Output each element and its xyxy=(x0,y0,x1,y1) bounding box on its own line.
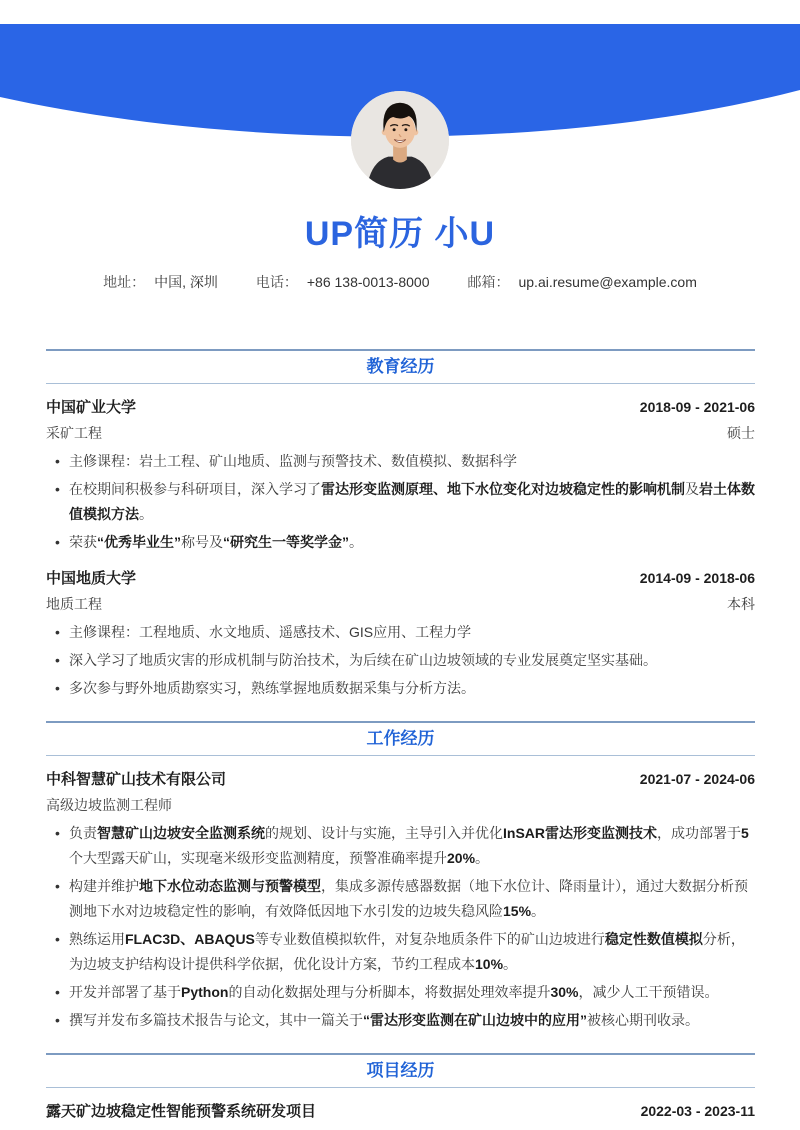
bullet-text: 多次参与野外地质勘察实习，熟练掌握地质数据采集与分析方法。 xyxy=(69,680,475,696)
bullet-text-bold: FLAC3D、ABAQUS xyxy=(125,931,255,947)
bullet-item xyxy=(46,676,755,701)
entry-header-row xyxy=(46,769,755,790)
bullet-text-bold: 地下水位动态监测与预警模型 xyxy=(139,878,321,894)
bullet-text: ，减少人工干预错误。 xyxy=(578,984,719,1000)
entry-degree: 硕士 xyxy=(727,425,755,441)
bullet-dot-icon: • xyxy=(55,453,60,469)
bullet-dot-icon: • xyxy=(55,481,60,497)
bullet-text: 等专业数值模拟软件，对复杂地质条件下的矿山边坡进行 xyxy=(254,931,605,947)
section-rule-bottom xyxy=(46,383,755,384)
address-label: 地址： xyxy=(103,274,146,290)
bullet-text-bold: 15% xyxy=(503,903,532,919)
entry-bullets xyxy=(46,620,755,701)
entry xyxy=(46,769,755,1033)
bullet-text: 。 xyxy=(349,534,363,550)
entry-sub-row xyxy=(46,423,755,443)
section-rule-top xyxy=(46,349,755,351)
entry-name: 中国矿业大学 xyxy=(46,399,137,416)
entry-date: 2014-09 - 2018-06 xyxy=(639,570,755,586)
entry-bullets xyxy=(46,449,755,555)
email-label: 邮箱： xyxy=(467,274,510,290)
contact-phone xyxy=(256,272,430,292)
profile-photo xyxy=(351,91,449,189)
bullet-text-bold: 20% xyxy=(447,850,476,866)
bullet-text: 。 xyxy=(531,903,546,919)
section-rule-bottom xyxy=(46,755,755,756)
bullet-text: 深入学习了地质灾害的形成机制与防治技术，为后续在矿山边坡领域的专业发展奠定坚实基础。 xyxy=(69,652,657,668)
bullet-item xyxy=(46,477,755,527)
section-work xyxy=(46,721,755,1033)
bullet-text: 撰写并发布多篇技术报告与论文，其中一篇关于 xyxy=(69,1012,363,1028)
section-projects xyxy=(46,1053,755,1122)
entry-date: 2018-09 - 2021-06 xyxy=(639,399,755,415)
bullet-text: 。 xyxy=(503,956,518,972)
entry-degree: 本科 xyxy=(727,596,755,612)
contact-row xyxy=(0,272,800,292)
bullet-item xyxy=(46,648,755,673)
bullet-item xyxy=(46,620,755,645)
bullet-text: 。 xyxy=(475,850,490,866)
bullet-text-bold: 雷达形变监测原理、地下水位变化对边坡稳定性的影响机制 xyxy=(321,481,685,497)
resume-name: UP简历 小U xyxy=(304,215,496,253)
bullet-dot-icon: • xyxy=(55,984,60,1000)
contact-email xyxy=(467,272,696,292)
bullet-text: 被核心期刊收录。 xyxy=(587,1012,699,1028)
entry xyxy=(46,1101,755,1122)
bullet-item xyxy=(46,874,755,924)
section-rule-top xyxy=(46,721,755,723)
bullet-text: 个大型露天矿山，实现毫米级形变监测精度，预警准确率提升 xyxy=(69,850,447,866)
bullet-dot-icon: • xyxy=(55,624,60,640)
entry xyxy=(46,397,755,555)
bullet-item xyxy=(46,530,755,555)
entry-sub-row xyxy=(46,594,755,614)
bullet-item xyxy=(46,821,755,871)
entry-header-row xyxy=(46,397,755,418)
bullet-text-bold: InSAR雷达形变监测技术 xyxy=(503,825,657,841)
entry-name: 中科智慧矿山技术有限公司 xyxy=(46,771,227,788)
bullet-text-bold: “研究生一等奖学金” xyxy=(223,534,349,550)
entry-subtitle: 高级边坡监测工程师 xyxy=(46,797,172,813)
bullet-dot-icon: • xyxy=(55,652,60,668)
bullet-text: 主修课程：岩土工程、矿山地质、监测与预警技术、数值模拟、数据科学 xyxy=(69,453,517,469)
bullet-text: 在校期间积极参与科研项目，深入学习了 xyxy=(69,481,321,497)
bullet-text: 的规划、设计与实施，主导引入并优化 xyxy=(265,825,503,841)
section-title: 工作经历 xyxy=(366,729,435,748)
bullet-text: 开发并部署了基于 xyxy=(69,984,181,1000)
bullet-dot-icon: • xyxy=(55,878,60,894)
contact-address xyxy=(103,272,218,292)
bullet-text: 负责 xyxy=(69,825,97,841)
entry-header-row xyxy=(46,1101,755,1122)
bullet-text: 称号及 xyxy=(181,534,223,550)
section-rule-top xyxy=(46,1053,755,1055)
entry-bullets xyxy=(46,821,755,1033)
bullet-text: 分析，为边坡支护结构设计提供科学依据，优化设计方案，节约工程成本 xyxy=(69,931,745,972)
entry-name: 中国地质大学 xyxy=(46,570,137,587)
bullet-dot-icon: • xyxy=(55,534,60,550)
entry-name: 露天矿边坡稳定性智能预警系统研发项目 xyxy=(46,1103,317,1120)
bullet-dot-icon: • xyxy=(55,825,60,841)
section-rule-bottom xyxy=(46,1087,755,1088)
section-education xyxy=(46,349,755,701)
bullet-text: 主修课程：工程地质、水文地质、遥感技术、GIS应用、工程力学 xyxy=(69,624,472,640)
entry-subtitle: 采矿工程 xyxy=(46,425,102,441)
entry-date: 2022-03 - 2023-11 xyxy=(640,1103,755,1119)
entry xyxy=(46,568,755,701)
entry-sub-row xyxy=(46,795,755,815)
avatar-illustration xyxy=(351,91,449,189)
bullet-text: ，成功部署于 xyxy=(657,825,741,841)
bullet-text: ，集成多源传感器数据（地下水位计、降雨量计），通过大数据分析预测地下水对边坡稳定性的影响，有效降低因地下水引发的边坡失稳风险 xyxy=(69,878,748,919)
bullet-dot-icon: • xyxy=(55,680,60,696)
section-title: 项目经历 xyxy=(366,1061,435,1080)
bullet-dot-icon: • xyxy=(55,931,60,947)
entry-header-row xyxy=(46,568,755,589)
bullet-text-bold: 30% xyxy=(550,984,579,1000)
section-title: 教育经历 xyxy=(366,357,435,376)
bullet-text: 构建并维护 xyxy=(69,878,139,894)
phone-label: 电话： xyxy=(255,274,298,290)
bullet-text: 的自动化数据处理与分析脚本，将数据处理效率提升 xyxy=(228,984,551,1000)
bullet-text: 熟练运用 xyxy=(69,931,125,947)
bullet-item xyxy=(46,1008,755,1033)
bullet-text-bold: Python xyxy=(181,984,229,1000)
bullet-text-bold: 10% xyxy=(475,956,504,972)
phone-value: +86 138-0013-8000 xyxy=(306,274,430,290)
bullet-dot-icon: • xyxy=(55,1012,60,1028)
bullet-text-bold: 5 xyxy=(741,825,749,841)
address-value: 中国, 深圳 xyxy=(154,274,218,290)
bullet-text-bold: 智慧矿山边坡安全监测系统 xyxy=(97,825,265,841)
bullet-text-bold: “雷达形变监测在矿山边坡中的应用” xyxy=(363,1012,587,1028)
bullet-text-bold: “优秀毕业生” xyxy=(97,534,181,550)
bullet-text: 及 xyxy=(685,481,699,497)
sections xyxy=(46,349,755,1122)
bullet-text: 荣获 xyxy=(69,534,97,550)
bullet-item xyxy=(46,449,755,474)
bullet-item xyxy=(46,980,755,1005)
bullet-item xyxy=(46,927,755,977)
bullet-text: 。 xyxy=(139,506,153,522)
bullet-text-bold: 稳定性数值模拟 xyxy=(604,931,703,947)
entry-subtitle: 地质工程 xyxy=(46,596,102,612)
email-value: up.ai.resume@example.com xyxy=(518,274,697,290)
bullet-text-bold: 岩土体数值模拟方法 xyxy=(69,481,755,522)
entry-date: 2021-07 - 2024-06 xyxy=(639,771,755,787)
